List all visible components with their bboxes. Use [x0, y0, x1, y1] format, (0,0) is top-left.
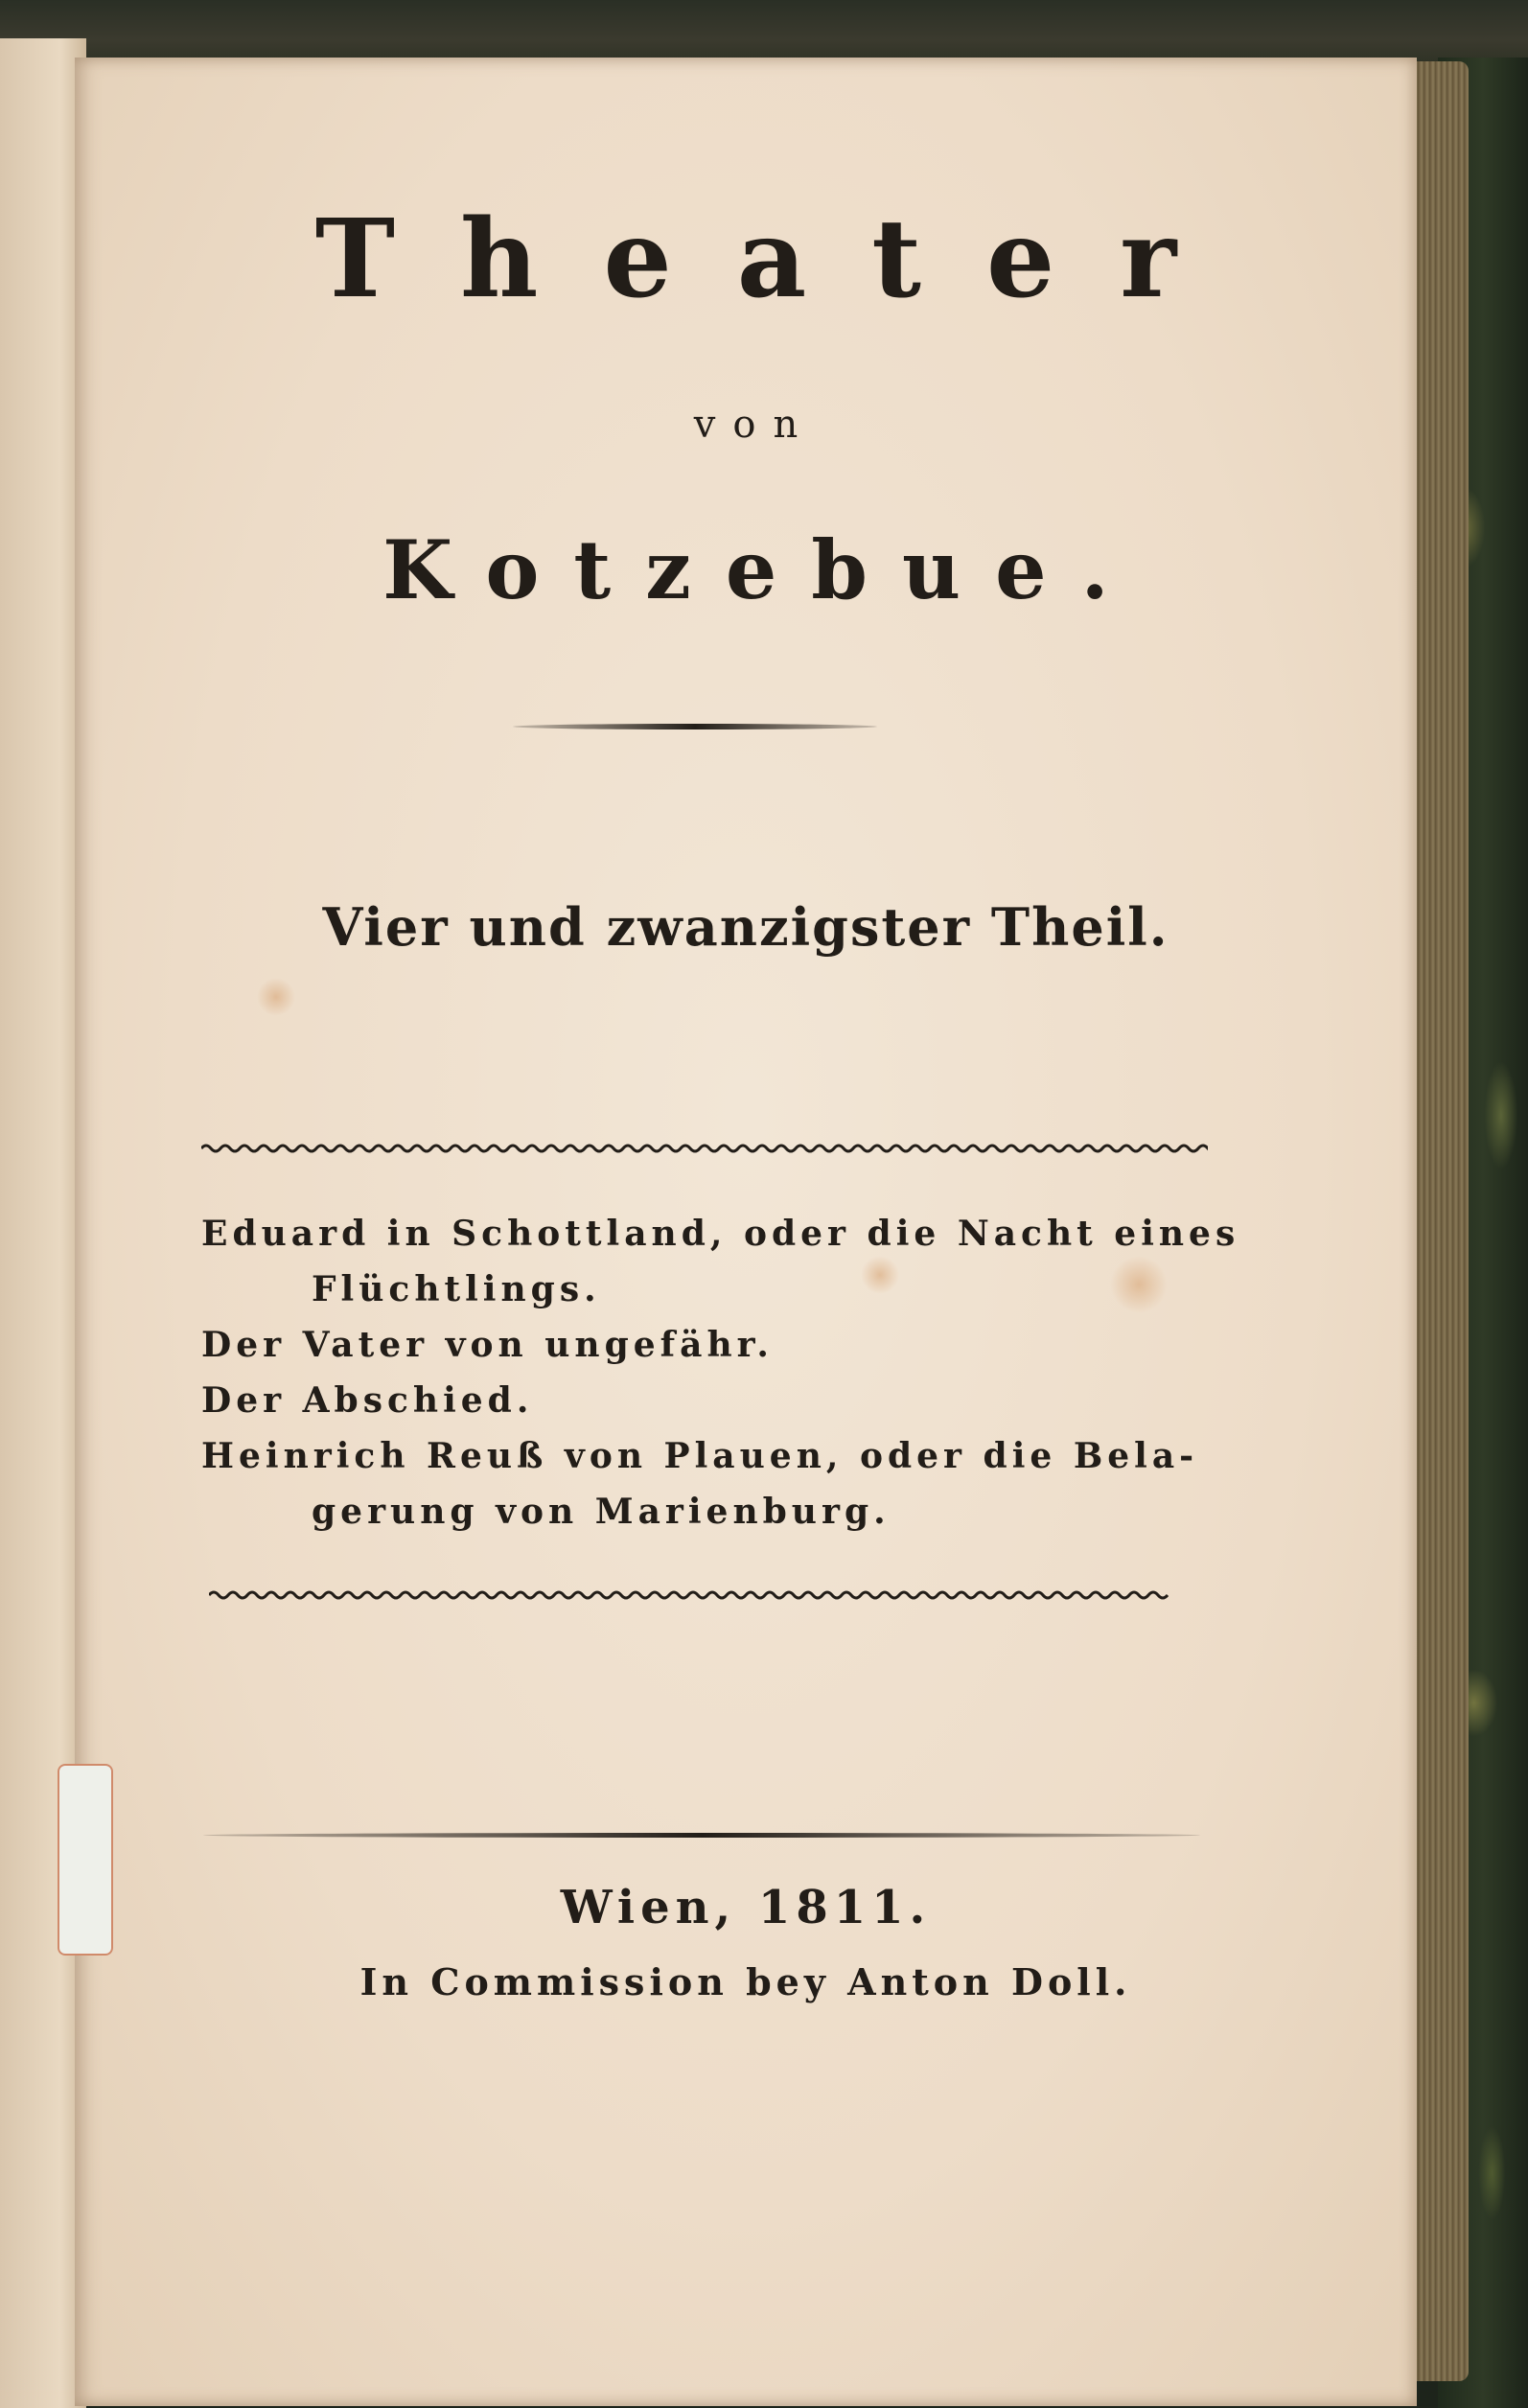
foxing-spot — [257, 978, 295, 1016]
contents-line: Heinrich Reuß von Plauen, oder die Bela- — [201, 1436, 1199, 1476]
contents-line: Der Vater von ungefähr. — [201, 1325, 774, 1365]
contents-item — [201, 1428, 1239, 1540]
wavy-rule-bottom — [209, 1589, 1187, 1601]
imprint-rule — [203, 1833, 1200, 1838]
by-line: von — [693, 403, 816, 447]
contents-line: gerung von Marienburg. — [312, 1492, 891, 1532]
book-title: Theater — [314, 197, 1242, 322]
contents-list — [201, 1206, 1239, 1540]
wavy-rule-top — [201, 1143, 1208, 1154]
contents-line: Der Abschied. — [201, 1380, 534, 1421]
contents-line: Flüchtlings. — [312, 1269, 601, 1309]
divider-rule — [513, 724, 877, 729]
contents-item — [201, 1373, 1239, 1428]
author-name: Kotzebue. — [382, 522, 1144, 617]
imprint-publisher: In Commission bey Anton Doll. — [359, 1960, 1132, 2003]
facing-page-edge — [0, 38, 86, 2408]
contents-item — [201, 1206, 1239, 1317]
contents-line: Eduard in Schottland, oder die Nacht eines — [201, 1214, 1240, 1254]
imprint-place-year: Wien, 1811. — [560, 1881, 932, 1934]
contents-item — [201, 1317, 1239, 1373]
volume-statement: Vier und zwanzigster Theil. — [322, 896, 1169, 958]
